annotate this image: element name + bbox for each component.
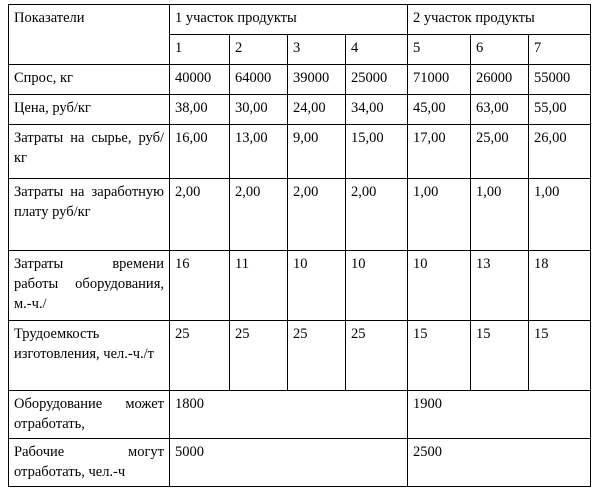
cell-value: 25 — [288, 321, 346, 391]
cell-value: 25 — [170, 321, 230, 391]
cell-value: 38,00 — [170, 95, 230, 125]
row-price — [9, 95, 591, 125]
cell-value: 63,00 — [471, 95, 529, 125]
cell-value: 71000 — [408, 65, 471, 95]
cell-value: 15 — [529, 321, 591, 391]
product-number: 6 — [471, 35, 529, 65]
cell-value: 1,00 — [471, 179, 529, 251]
product-number: 3 — [288, 35, 346, 65]
cell-value: 26000 — [471, 65, 529, 95]
row-label: Спрос, кг — [9, 65, 170, 95]
row-label: Цена, руб/кг — [9, 95, 170, 125]
cell-value: 25 — [346, 321, 408, 391]
header-row-sections — [9, 5, 591, 35]
cell-value: 55,00 — [529, 95, 591, 125]
cell-value: 64000 — [230, 65, 288, 95]
cell-value: 25 — [230, 321, 288, 391]
cell-value: 2,00 — [346, 179, 408, 251]
cell-value: 55000 — [529, 65, 591, 95]
capacity-section-1: 5000 — [170, 439, 408, 487]
product-number: 7 — [529, 35, 591, 65]
row-labor-capacity — [9, 439, 591, 487]
cell-value: 1,00 — [529, 179, 591, 251]
cell-value: 1,00 — [408, 179, 471, 251]
row-label: Рабочие могут отработать, чел.-ч — [9, 439, 170, 487]
cell-value: 2,00 — [230, 179, 288, 251]
product-number: 2 — [230, 35, 288, 65]
product-number: 1 — [170, 35, 230, 65]
cell-value: 25,00 — [471, 125, 529, 179]
row-raw-materials — [9, 125, 591, 179]
cell-value: 45,00 — [408, 95, 471, 125]
product-number: 5 — [408, 35, 471, 65]
cell-value: 16,00 — [170, 125, 230, 179]
cell-value: 15 — [408, 321, 471, 391]
header-indicators: Показатели — [9, 5, 170, 65]
cell-value: 2,00 — [288, 179, 346, 251]
cell-value: 10 — [346, 251, 408, 321]
cell-value: 9,00 — [288, 125, 346, 179]
row-label: Затраты времени работы оборудования, м.-ч./ — [9, 251, 170, 321]
row-label: Трудоемкость изготовления, чел.-ч./т — [9, 321, 170, 391]
row-equipment-capacity — [9, 391, 591, 439]
cell-value: 25000 — [346, 65, 408, 95]
cell-value: 30,00 — [230, 95, 288, 125]
cell-value: 10 — [288, 251, 346, 321]
cell-value: 2,00 — [170, 179, 230, 251]
row-label: Затраты на заработную плату руб/кг — [9, 179, 170, 251]
row-label: Оборудование может отработать, — [9, 391, 170, 439]
cell-value: 11 — [230, 251, 288, 321]
cell-value: 13,00 — [230, 125, 288, 179]
cell-value: 40000 — [170, 65, 230, 95]
row-label: Затраты на сырье, руб/кг — [9, 125, 170, 179]
cell-value: 18 — [529, 251, 591, 321]
row-demand — [9, 65, 591, 95]
header-section-2: 2 участок продукты — [408, 5, 591, 35]
capacity-section-2: 2500 — [408, 439, 591, 487]
row-labor-intensity — [9, 321, 591, 391]
product-number: 4 — [346, 35, 408, 65]
row-equipment-time — [9, 251, 591, 321]
cell-value: 24,00 — [288, 95, 346, 125]
cell-value: 17,00 — [408, 125, 471, 179]
header-section-1: 1 участок продукты — [170, 5, 408, 35]
capacity-section-2: 1900 — [408, 391, 591, 439]
capacity-section-1: 1800 — [170, 391, 408, 439]
production-table — [8, 4, 591, 487]
cell-value: 10 — [408, 251, 471, 321]
cell-value: 15 — [471, 321, 529, 391]
cell-value: 34,00 — [346, 95, 408, 125]
cell-value: 26,00 — [529, 125, 591, 179]
cell-value: 13 — [471, 251, 529, 321]
row-wages — [9, 179, 591, 251]
cell-value: 16 — [170, 251, 230, 321]
cell-value: 15,00 — [346, 125, 408, 179]
cell-value: 39000 — [288, 65, 346, 95]
